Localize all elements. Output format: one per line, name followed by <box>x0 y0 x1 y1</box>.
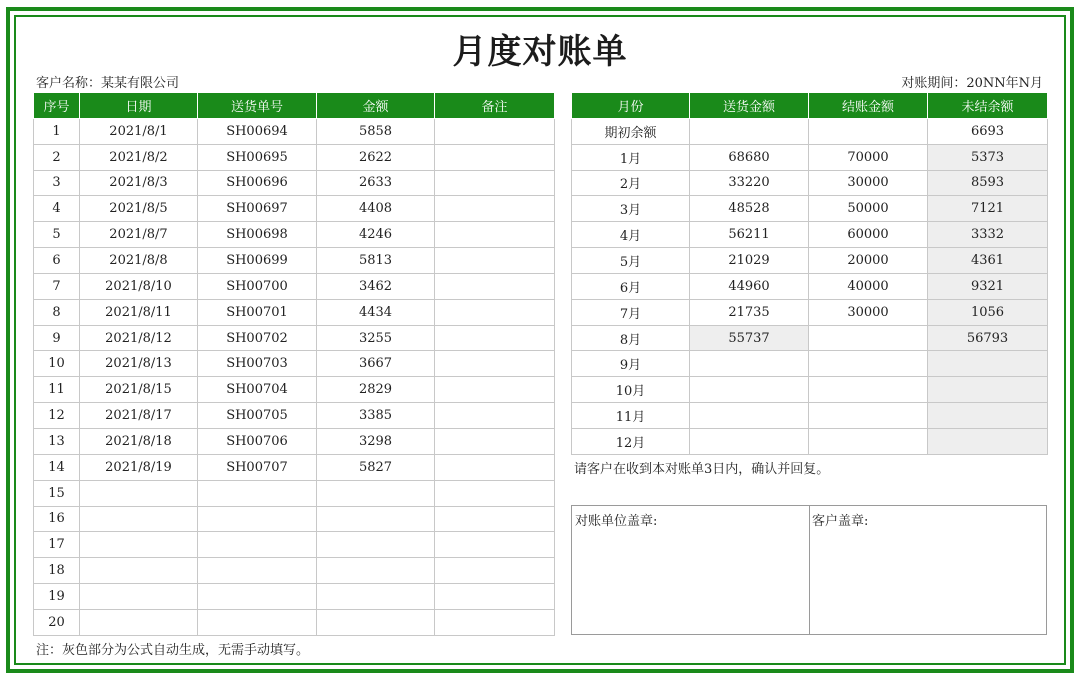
table-cell[interactable]: 6 <box>34 248 80 274</box>
table-cell[interactable]: 2633 <box>317 170 435 196</box>
customer-stamp-label: 客户盖章: <box>812 514 869 529</box>
table-row <box>34 584 555 610</box>
table-cell[interactable]: 2021/8/11 <box>80 299 198 325</box>
table-cell[interactable]: 7121 <box>928 196 1048 222</box>
column-header: 月份 <box>572 93 690 119</box>
table-cell[interactable] <box>690 351 809 377</box>
table-row <box>572 222 1048 248</box>
table-cell[interactable]: 3332 <box>928 222 1048 248</box>
table-cell[interactable]: 12月 <box>572 428 690 454</box>
table-row <box>34 532 555 558</box>
table-cell[interactable] <box>435 558 555 584</box>
table-cell[interactable]: SH00701 <box>198 299 317 325</box>
table-cell[interactable]: 33220 <box>690 170 809 196</box>
table-cell[interactable]: 50000 <box>809 196 928 222</box>
table-cell[interactable]: 2021/8/12 <box>80 325 198 351</box>
table-cell[interactable]: 7 <box>34 273 80 299</box>
table-cell[interactable]: SH00697 <box>198 196 317 222</box>
table-cell[interactable]: 5 <box>34 222 80 248</box>
table-cell[interactable] <box>809 403 928 429</box>
table-row <box>34 403 555 429</box>
table-row <box>572 170 1048 196</box>
table-cell[interactable] <box>80 609 198 635</box>
table-cell[interactable] <box>435 454 555 480</box>
table-cell[interactable]: 16 <box>34 506 80 532</box>
table-cell[interactable]: SH00700 <box>198 273 317 299</box>
table-cell[interactable] <box>435 584 555 610</box>
table-cell[interactable]: 12 <box>34 403 80 429</box>
table-row <box>34 454 555 480</box>
table-cell[interactable] <box>198 480 317 506</box>
table-cell[interactable]: 10月 <box>572 377 690 403</box>
table-row <box>34 170 555 196</box>
table-cell[interactable]: 2021/8/15 <box>80 377 198 403</box>
table-cell[interactable]: 18 <box>34 558 80 584</box>
table-cell[interactable]: 48528 <box>690 196 809 222</box>
table-cell[interactable]: 17 <box>34 532 80 558</box>
table-row <box>572 351 1048 377</box>
table-cell[interactable]: 9 <box>34 325 80 351</box>
table-cell[interactable]: 1056 <box>928 299 1048 325</box>
table-cell[interactable]: 9321 <box>928 273 1048 299</box>
table-cell[interactable] <box>809 325 928 351</box>
table-cell[interactable]: 4361 <box>928 248 1048 274</box>
table-cell[interactable]: 7月 <box>572 299 690 325</box>
table-cell[interactable] <box>435 299 555 325</box>
table-row <box>572 299 1048 325</box>
delivery-table <box>33 92 555 636</box>
table-cell[interactable] <box>198 609 317 635</box>
table-cell[interactable] <box>435 144 555 170</box>
stamp-section <box>571 505 1047 635</box>
table-cell[interactable] <box>435 248 555 274</box>
table-row <box>34 222 555 248</box>
table-cell[interactable]: 20000 <box>809 248 928 274</box>
table-row <box>572 377 1048 403</box>
table-cell[interactable] <box>435 403 555 429</box>
confirmation-reminder: 请客户在收到本对账单3日内，确认并回复。 <box>574 462 830 477</box>
table-cell[interactable]: 40000 <box>809 273 928 299</box>
table-cell[interactable]: 3255 <box>317 325 435 351</box>
table-cell[interactable]: 8 <box>34 299 80 325</box>
table-row <box>34 248 555 274</box>
table-row <box>34 351 555 377</box>
table-row <box>34 480 555 506</box>
table-cell[interactable]: 2021/8/19 <box>80 454 198 480</box>
table-cell[interactable]: SH00704 <box>198 377 317 403</box>
table-cell[interactable] <box>809 428 928 454</box>
table-cell[interactable] <box>928 403 1048 429</box>
column-header: 日期 <box>80 93 198 119</box>
table-cell[interactable]: 21029 <box>690 248 809 274</box>
table-cell[interactable] <box>317 480 435 506</box>
table-cell[interactable]: 2021/8/2 <box>80 144 198 170</box>
table-row <box>572 325 1048 351</box>
table-cell[interactable] <box>928 351 1048 377</box>
table-cell[interactable]: 4246 <box>317 222 435 248</box>
table-row <box>34 558 555 584</box>
table-row <box>34 196 555 222</box>
table-cell[interactable] <box>435 506 555 532</box>
table-cell[interactable] <box>317 558 435 584</box>
table-cell[interactable]: SH00694 <box>198 118 317 144</box>
table-cell[interactable]: 10 <box>34 351 80 377</box>
monthly-summary-table <box>571 92 1048 455</box>
table-cell[interactable]: 68680 <box>690 144 809 170</box>
table-cell[interactable]: 5827 <box>317 454 435 480</box>
table-row <box>34 506 555 532</box>
table-cell[interactable]: 3385 <box>317 403 435 429</box>
table-cell[interactable]: SH00695 <box>198 144 317 170</box>
table-cell[interactable]: SH00707 <box>198 454 317 480</box>
table-cell[interactable] <box>317 584 435 610</box>
table-cell[interactable] <box>435 480 555 506</box>
stamp-divider <box>809 506 810 634</box>
table-row <box>572 273 1048 299</box>
table-cell[interactable]: 70000 <box>809 144 928 170</box>
table-cell[interactable]: 9月 <box>572 351 690 377</box>
table-cell[interactable]: 4 <box>34 196 80 222</box>
table-cell[interactable]: 1月 <box>572 144 690 170</box>
table-cell[interactable] <box>80 558 198 584</box>
table-cell[interactable]: 56793 <box>928 325 1048 351</box>
table-cell[interactable] <box>928 428 1048 454</box>
table-cell[interactable]: SH00702 <box>198 325 317 351</box>
table-row <box>34 118 555 144</box>
table-cell[interactable] <box>317 532 435 558</box>
table-cell[interactable]: 44960 <box>690 273 809 299</box>
table-cell[interactable]: 19 <box>34 584 80 610</box>
table-cell[interactable] <box>690 118 809 144</box>
table-cell[interactable]: 20 <box>34 609 80 635</box>
table-cell[interactable]: SH00698 <box>198 222 317 248</box>
table-row <box>572 144 1048 170</box>
table-cell[interactable]: 56211 <box>690 222 809 248</box>
table-row <box>34 609 555 635</box>
table-cell[interactable]: 2021/8/3 <box>80 170 198 196</box>
table-cell[interactable]: 11月 <box>572 403 690 429</box>
table-row <box>34 325 555 351</box>
table-cell[interactable]: 5813 <box>317 248 435 274</box>
table-cell[interactable]: 4434 <box>317 299 435 325</box>
table-cell[interactable]: SH00699 <box>198 248 317 274</box>
table-cell[interactable]: 8月 <box>572 325 690 351</box>
table-cell[interactable]: 2021/8/18 <box>80 428 198 454</box>
table-cell[interactable]: 4408 <box>317 196 435 222</box>
table-cell[interactable]: 2021/8/5 <box>80 196 198 222</box>
table-cell[interactable]: 11 <box>34 377 80 403</box>
table-cell[interactable]: 15 <box>34 480 80 506</box>
table-cell[interactable] <box>435 273 555 299</box>
table-cell[interactable] <box>80 480 198 506</box>
table-cell[interactable]: 3667 <box>317 351 435 377</box>
table-cell[interactable]: 5月 <box>572 248 690 274</box>
table-cell[interactable]: 60000 <box>809 222 928 248</box>
column-header: 备注 <box>435 93 555 119</box>
column-header: 结账金额 <box>809 93 928 119</box>
table-row <box>572 428 1048 454</box>
footer-note: 注：灰色部分为公式自动生成，无需手动填写。 <box>36 643 310 658</box>
table-cell[interactable]: 2021/8/17 <box>80 403 198 429</box>
column-header: 金额 <box>317 93 435 119</box>
table-cell[interactable] <box>435 170 555 196</box>
table-cell[interactable] <box>809 118 928 144</box>
column-header: 未结余额 <box>928 93 1048 119</box>
table-row <box>34 377 555 403</box>
table-cell[interactable]: 3462 <box>317 273 435 299</box>
table-cell[interactable] <box>690 403 809 429</box>
table-row <box>572 248 1048 274</box>
table-cell[interactable]: SH00706 <box>198 428 317 454</box>
table-cell[interactable] <box>198 558 317 584</box>
table-row <box>572 196 1048 222</box>
table-cell[interactable] <box>435 609 555 635</box>
delivery-table-header <box>34 93 555 119</box>
table-row <box>34 273 555 299</box>
table-row <box>572 403 1048 429</box>
table-cell[interactable]: 30000 <box>809 170 928 196</box>
table-row <box>34 428 555 454</box>
company-stamp-label: 对账单位盖章: <box>575 514 658 529</box>
table-cell[interactable]: 21735 <box>690 299 809 325</box>
statement-period: 对账期间：20NN年N月 <box>901 76 1043 91</box>
table-cell[interactable] <box>928 377 1048 403</box>
column-header: 序号 <box>34 93 80 119</box>
table-cell[interactable]: 3 <box>34 170 80 196</box>
table-cell[interactable]: 5858 <box>317 118 435 144</box>
table-cell[interactable]: SH00703 <box>198 351 317 377</box>
table-cell[interactable]: 55737 <box>690 325 809 351</box>
table-cell[interactable]: 6693 <box>928 118 1048 144</box>
table-cell[interactable]: 2829 <box>317 377 435 403</box>
table-cell[interactable]: 2021/8/10 <box>80 273 198 299</box>
table-cell[interactable] <box>80 506 198 532</box>
table-cell[interactable]: 30000 <box>809 299 928 325</box>
column-header: 送货单号 <box>198 93 317 119</box>
table-cell[interactable] <box>435 325 555 351</box>
table-cell[interactable] <box>435 118 555 144</box>
table-cell[interactable] <box>435 532 555 558</box>
table-cell[interactable]: SH00705 <box>198 403 317 429</box>
table-cell[interactable] <box>198 532 317 558</box>
table-cell[interactable]: 5373 <box>928 144 1048 170</box>
table-row <box>572 118 1048 144</box>
table-cell[interactable]: 2622 <box>317 144 435 170</box>
table-cell[interactable]: 13 <box>34 428 80 454</box>
table-cell[interactable]: 4月 <box>572 222 690 248</box>
table-cell[interactable] <box>198 506 317 532</box>
table-cell[interactable] <box>435 377 555 403</box>
table-cell[interactable]: 2月 <box>572 170 690 196</box>
summary-table-header <box>572 93 1048 119</box>
table-cell[interactable] <box>80 532 198 558</box>
table-cell[interactable]: 期初余额 <box>572 118 690 144</box>
table-cell[interactable] <box>435 428 555 454</box>
page-title: 月度对账单 <box>452 32 628 72</box>
table-cell[interactable]: 2021/8/7 <box>80 222 198 248</box>
table-cell[interactable]: SH00696 <box>198 170 317 196</box>
table-cell[interactable] <box>809 351 928 377</box>
table-cell[interactable]: 3298 <box>317 428 435 454</box>
table-cell[interactable] <box>435 351 555 377</box>
table-cell[interactable] <box>435 196 555 222</box>
table-cell[interactable]: 2 <box>34 144 80 170</box>
table-cell[interactable] <box>690 428 809 454</box>
table-cell[interactable]: 1 <box>34 118 80 144</box>
table-cell[interactable] <box>690 377 809 403</box>
table-cell[interactable]: 2021/8/13 <box>80 351 198 377</box>
table-cell[interactable]: 8593 <box>928 170 1048 196</box>
table-cell[interactable] <box>809 377 928 403</box>
column-header: 送货金额 <box>690 93 809 119</box>
table-cell[interactable] <box>80 584 198 610</box>
table-cell[interactable]: 2021/8/8 <box>80 248 198 274</box>
table-row <box>34 299 555 325</box>
table-cell[interactable]: 3月 <box>572 196 690 222</box>
table-cell[interactable] <box>317 609 435 635</box>
table-cell[interactable] <box>198 584 317 610</box>
table-cell[interactable]: 2021/8/1 <box>80 118 198 144</box>
table-cell[interactable] <box>317 506 435 532</box>
table-cell[interactable]: 14 <box>34 454 80 480</box>
customer-name: 客户名称：某某有限公司 <box>36 76 180 91</box>
table-cell[interactable]: 6月 <box>572 273 690 299</box>
table-row <box>34 144 555 170</box>
table-cell[interactable] <box>435 222 555 248</box>
